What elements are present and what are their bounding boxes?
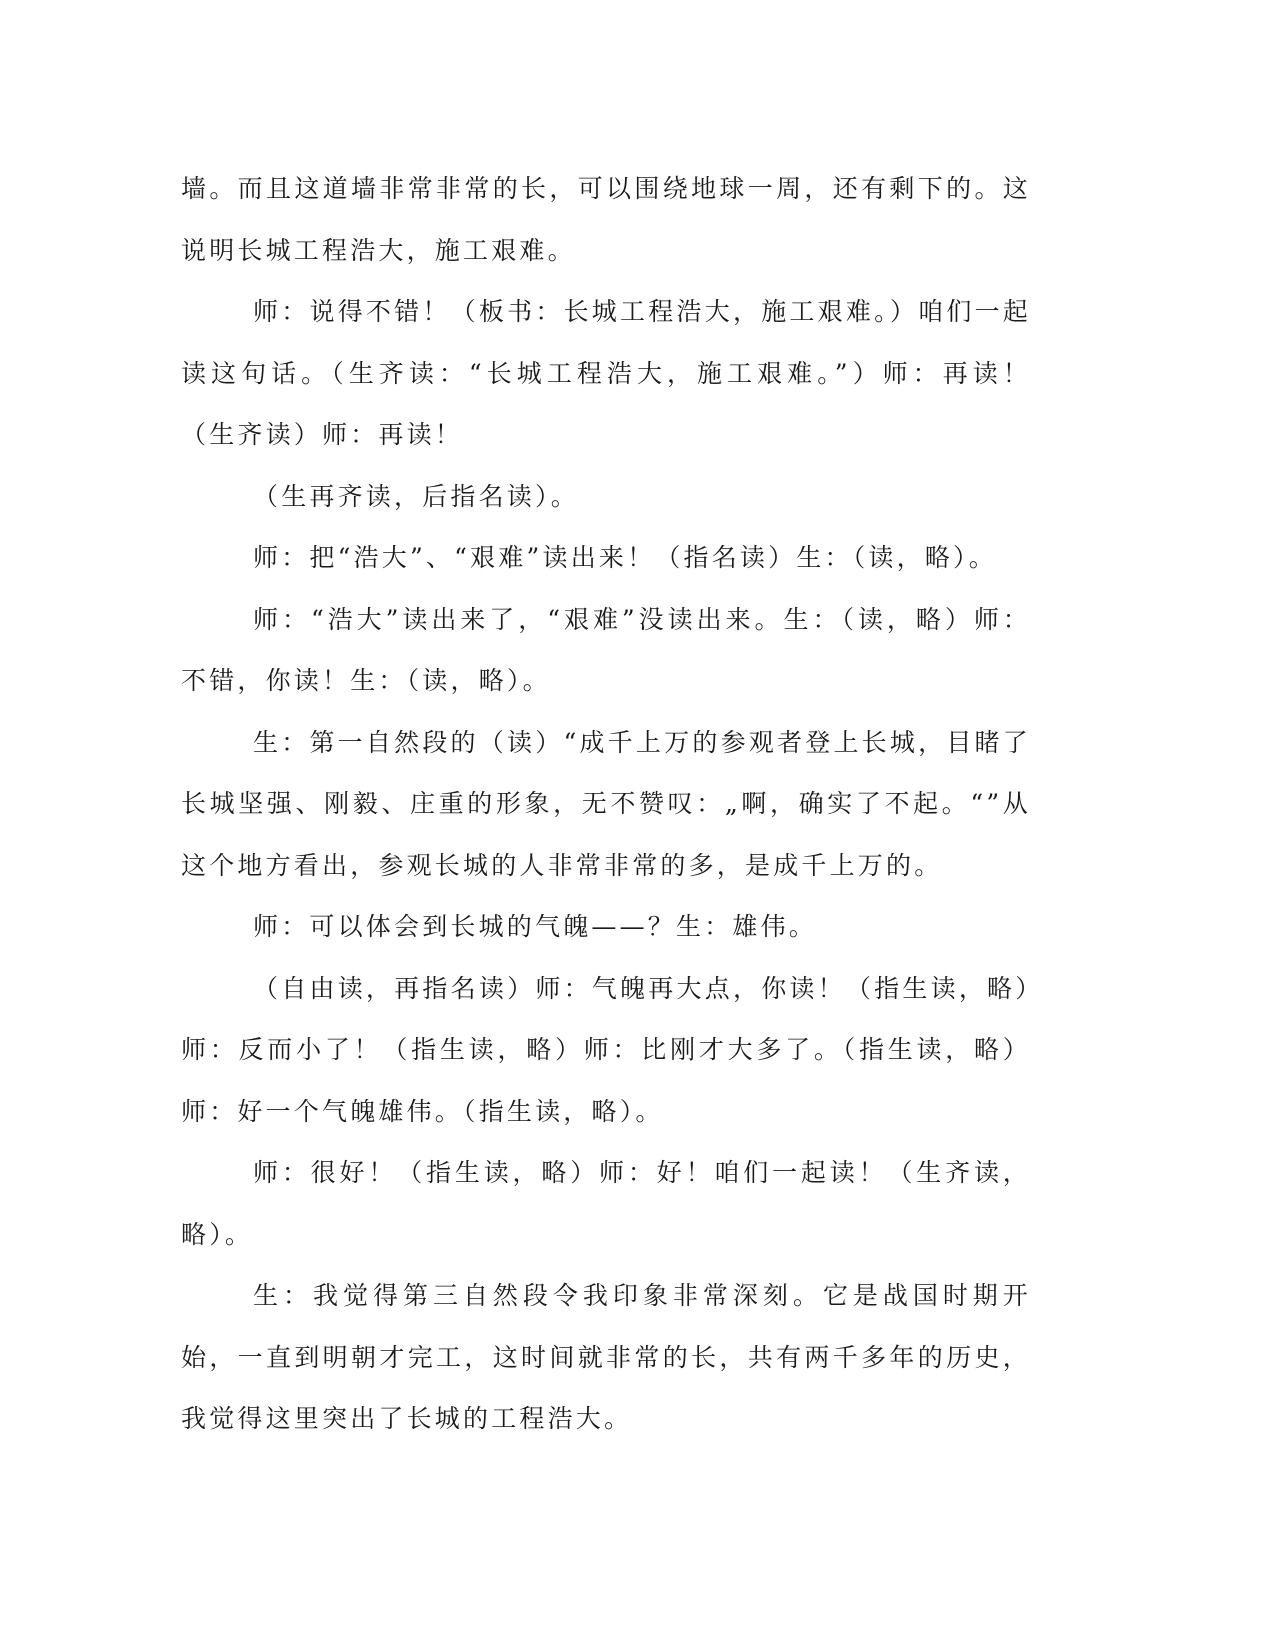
paragraph-10: 生：我觉得第三自然段令我印象非常深刻。它是战国时期开始，一直到明朝才完工，这时间就非常的长，共有两千多年的历史，我觉得这里突出了长城的工程浩大。 <box>181 1281 1031 1433</box>
paragraph-5: 师：“浩大”读出来了，“艰难”没读出来。生：（读，略）师：不错，你读！生：（读，略）。 <box>181 604 1031 695</box>
paragraph-9: 师：很好！（指生读，略）师：好！咱们一起读！（生齐读，略）。 <box>181 1158 1031 1249</box>
paragraph-3: （生再齐读，后指名读）。 <box>253 481 579 511</box>
paragraph-8: （自由读，再指名读）师：气魄再大点，你读！（指生读，略）师：反而小了！（指生读，略）师：比刚才大多了。（指生读，略）师：好一个气魄雄伟。（指生读，略）。 <box>181 973 1031 1126</box>
paragraph-2: 师：说得不错！（板书：长城工程浩大，施工艰难。）咱们一起读这句话。（生齐读：“长城工程浩大，施工艰难。”）师：再读！（生齐读）师：再读！ <box>181 297 1031 449</box>
paragraph-4: 师：把“浩大”、“艰难”读出来！（指名读）生：（读，略）。 <box>253 543 997 572</box>
paragraph-1: 墙。而且这道墙非常非常的长，可以围绕地球一周，还有剩下的。这说明长城工程浩大，施工艰难。 <box>181 174 1031 265</box>
paragraph-7: 师：可以体会到长城的气魄——？生：雄伟。 <box>253 912 818 941</box>
document-body <box>181 158 1031 1450</box>
paragraph-6: 生：第一自然段的（读）“成千上万的参观者登上长城，目睹了长城坚强、刚毅、庄重的形象，无不赞叹：„啊，确实了不起。“”从这个地方看出，参观长城的人非常非常的多，是成千上万的。 <box>181 727 1031 880</box>
